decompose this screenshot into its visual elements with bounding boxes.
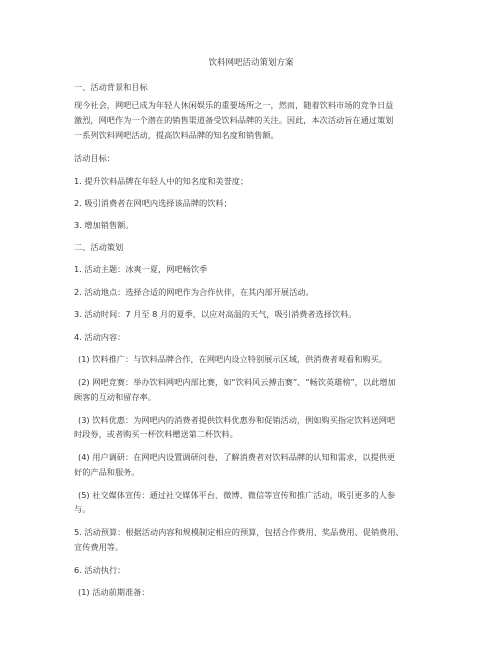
sub-list-item: (1) 活动前期准备： bbox=[78, 587, 150, 597]
paragraph-line: 现今社会，网吧已成为年轻人休闲娱乐的重要场所之一，然而，随着饮料市场的竞争日益 bbox=[74, 100, 394, 110]
list-item: 6. 活动执行： bbox=[74, 565, 126, 575]
document-title: 饮料网吧活动策划方案 bbox=[208, 58, 294, 68]
list-item: 5. 活动预算：根据活动内容和规模制定相应的预算，包括合作费用、奖品费用、促销费用、 bbox=[74, 527, 404, 537]
section-heading: 二、活动策划 bbox=[74, 242, 124, 252]
list-item: 3. 增加销售额。 bbox=[74, 220, 134, 230]
sub-list-item: (5) 社交媒体宣传：通过社交媒体平台、微博、微信等宣传和推广活动，吸引更多的人参 bbox=[78, 490, 396, 500]
paragraph-line: 一系列饮料网吧活动，提高饮料品牌的知名度和销售额。 bbox=[74, 130, 279, 140]
paragraph-line: 活动目标： bbox=[74, 153, 115, 163]
list-item: 1. 提升饮料品牌在年轻人中的知名度和美誉度； bbox=[74, 176, 249, 186]
paragraph-line: 宣传费用等。 bbox=[74, 542, 124, 552]
list-item: 4. 活动内容： bbox=[74, 332, 126, 342]
list-item: 1. 活动主题：冰爽一夏，网吧畅饮季 bbox=[74, 264, 208, 274]
paragraph-line: 激烈，网吧作为一个潜在的销售渠道备受饮料品牌的关注。因此，本次活动旨在通过策划 bbox=[74, 115, 394, 125]
paragraph-line: 与。 bbox=[74, 504, 91, 514]
section-heading: 一、活动背景和目标 bbox=[74, 82, 148, 92]
list-item: 2. 活动地点：选择合适的网吧作为合作伙伴，在其内部开展活动。 bbox=[74, 287, 314, 297]
paragraph-line: 好的产品和服务。 bbox=[74, 467, 140, 477]
paragraph-line: 顾客的互动和留存率。 bbox=[74, 392, 156, 402]
list-item: 2. 吸引消费者在网吧内选择该品牌的饮料； bbox=[74, 198, 232, 208]
sub-list-item: (3) 饮料优惠：为网吧内的消费者提供饮料优惠券和促销活动，例如购买指定饮料送网吧 bbox=[78, 415, 396, 425]
sub-list-item: (2) 网吧竞赛：举办饮料网吧内部比赛，如“饮料风云搏击赛”、“畅饮英雄榜”，以此增加 bbox=[78, 377, 396, 387]
paragraph-line: 时段券，或者购买一杯饮料赠送第二杯饮料。 bbox=[74, 429, 238, 439]
list-item: 3. 活动时间：7 月至 8 月的夏季，以应对高温的天气，吸引消费者选择饮料。 bbox=[74, 309, 357, 319]
sub-list-item: (4) 用户调研：在网吧内设置调研问卷，了解消费者对饮料品牌的认知和需求，以提供更 bbox=[78, 452, 396, 462]
sub-list-item: (1) 饮料推广：与饮料品牌合作，在网吧内设立特别展示区域，供消费者观看和购买。 bbox=[78, 354, 387, 364]
